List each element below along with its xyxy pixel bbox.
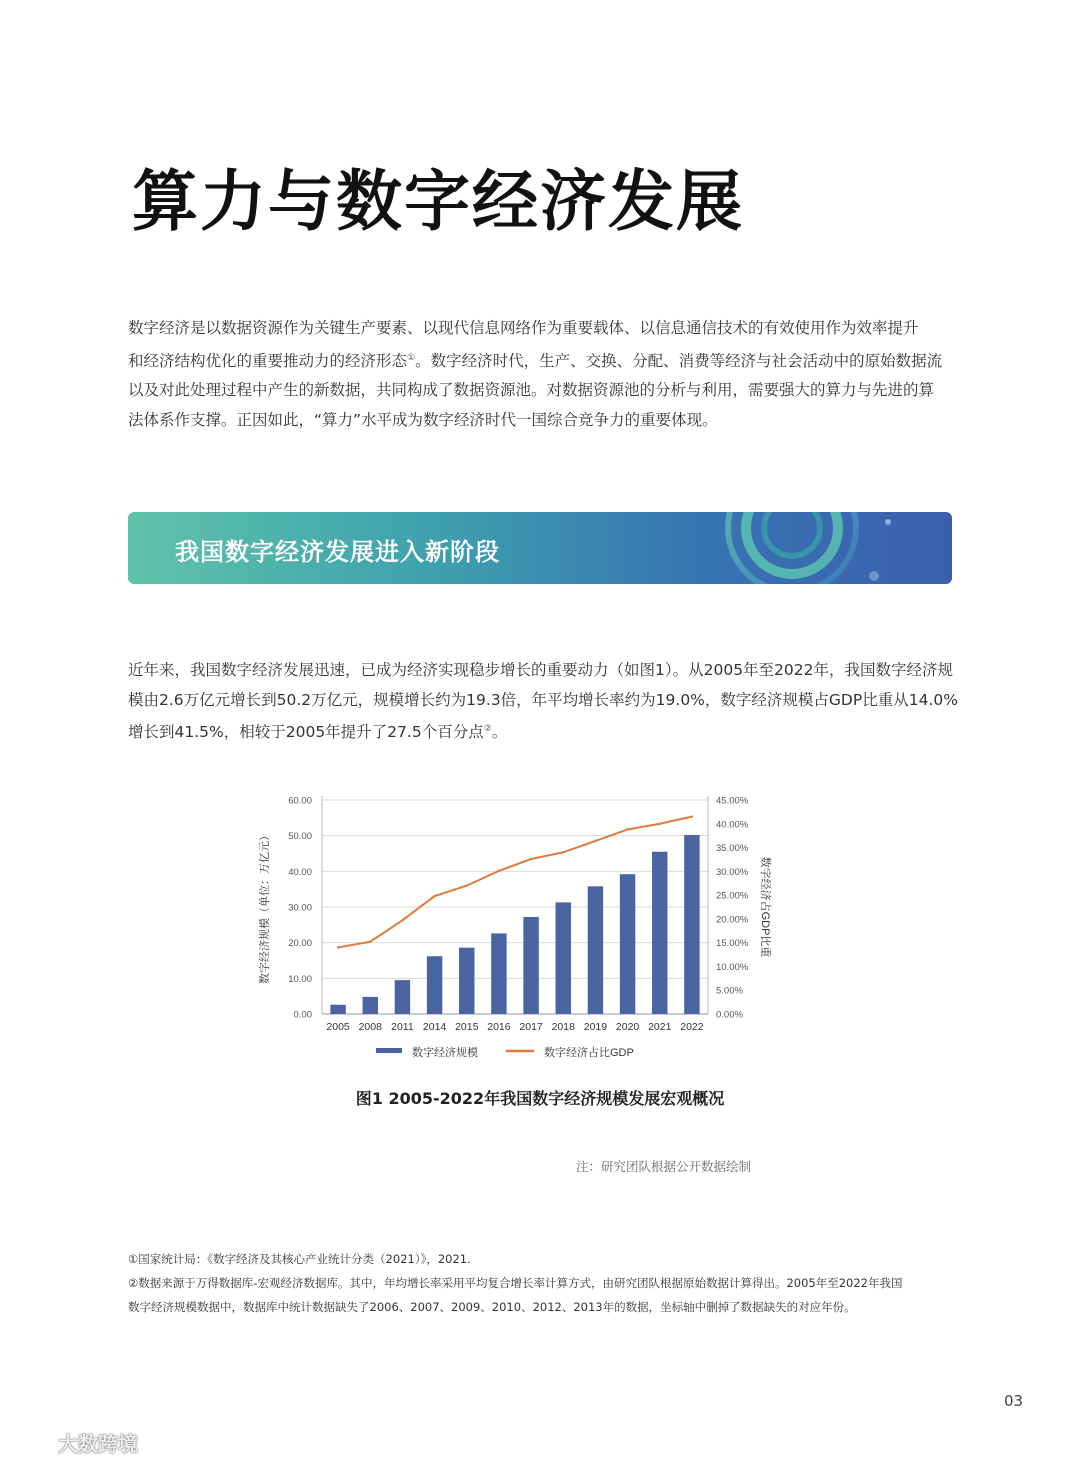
y2-tick-label: 35.00% bbox=[716, 843, 749, 855]
intro-paragraph bbox=[128, 314, 960, 435]
bar bbox=[684, 835, 699, 1014]
x-tick-label: 2005 bbox=[326, 1021, 350, 1033]
page-number: 03 bbox=[1004, 1392, 1024, 1410]
section-line: 模由2.6万亿元增长到50.2万亿元，规模增长约为19.3倍，年平均增长率约为19.0%，数字经济规模占GDP比重从14.0% bbox=[128, 690, 958, 709]
y-tick-label: 0.00 bbox=[293, 1009, 312, 1021]
bar bbox=[556, 902, 571, 1014]
bar bbox=[491, 933, 506, 1014]
y-tick-label: 50.00 bbox=[288, 831, 312, 843]
bar bbox=[523, 917, 538, 1014]
y2-tick-label: 10.00% bbox=[716, 961, 749, 973]
intro-line: 以及对此处理过程中产生的新数据，共同构成了数据资源池。对数据资源池的分析与利用，需要强大的算力与先进的算 bbox=[128, 381, 935, 400]
footnote-2: ②数据来源于万得数据库-宏观经济数据库。其中，年均增长率采用平均复合增长率计算方式，由研究团队根据原始数据计算得出。2005年至2022年我国 bbox=[128, 1276, 903, 1290]
footnotes bbox=[128, 1247, 968, 1319]
y2-tick-label: 0.00% bbox=[716, 1009, 743, 1021]
x-tick-label: 2022 bbox=[680, 1021, 704, 1033]
y2-axis-title: 数字经济占GDP比重 bbox=[759, 856, 771, 958]
sentence-end: 。 bbox=[491, 723, 508, 742]
bar bbox=[588, 886, 603, 1014]
x-tick-label: 2008 bbox=[358, 1021, 382, 1033]
section-heading: 我国数字经济发展进入新阶段 bbox=[175, 538, 500, 566]
x-tick-label: 2018 bbox=[551, 1021, 575, 1033]
line-point bbox=[562, 851, 564, 853]
bar bbox=[459, 948, 474, 1014]
y2-tick-label: 25.00% bbox=[716, 890, 749, 902]
x-tick-label: 2019 bbox=[583, 1021, 608, 1033]
intro-line bbox=[128, 344, 960, 377]
y-tick-label: 30.00 bbox=[288, 902, 312, 914]
y-tick-label: 40.00 bbox=[288, 866, 312, 878]
bar bbox=[620, 874, 635, 1014]
line-point bbox=[530, 858, 532, 860]
footnote-1: ①国家统计局：《数字经济及其核心产业统计分类（2021）》，2021. bbox=[128, 1252, 471, 1266]
line-point bbox=[659, 823, 661, 825]
x-tick-label: 2021 bbox=[648, 1021, 672, 1033]
line-point bbox=[433, 895, 435, 897]
x-tick-label: 2016 bbox=[487, 1021, 511, 1033]
y2-tick-label: 30.00% bbox=[716, 866, 749, 878]
bar bbox=[363, 997, 378, 1014]
y2-tick-label: 5.00% bbox=[716, 985, 743, 997]
section-paragraph bbox=[128, 656, 960, 748]
section-line bbox=[128, 715, 960, 748]
line-point bbox=[401, 919, 403, 921]
y-tick-label: 60.00 bbox=[288, 795, 312, 807]
chart-container bbox=[250, 778, 790, 1072]
section-banner bbox=[128, 512, 952, 584]
x-tick-label: 2011 bbox=[391, 1021, 414, 1033]
y2-tick-label: 20.00% bbox=[716, 914, 749, 926]
legend-swatch-bars bbox=[376, 1048, 402, 1053]
x-tick-label: 2020 bbox=[615, 1021, 640, 1033]
section-line: 近年来，我国数字经济发展迅速，已成为经济实现稳步增长的重要动力（如图1）。从2005年至2022年，我国数字经济规 bbox=[128, 661, 954, 679]
legend-label-line: 数字经济占比GDP bbox=[544, 1047, 634, 1059]
y-axis-title: 数字经济规模（单位：万亿元） bbox=[259, 830, 271, 984]
intro-text: 和经济结构优化的重要推动力的经济形态 bbox=[128, 351, 408, 370]
line-point bbox=[337, 946, 339, 948]
section-text: 增长到41.5%，相较于2005年提升了27.5个百分点 bbox=[128, 723, 484, 742]
watermark-logo-icon bbox=[8, 1430, 54, 1456]
legend-label-bars: 数字经济规模 bbox=[412, 1047, 478, 1059]
x-tick-label: 2015 bbox=[455, 1021, 479, 1033]
x-tick-label: 2017 bbox=[519, 1021, 543, 1033]
footnote-ref-2[interactable]: ② bbox=[483, 724, 492, 734]
banner-rings-decoration bbox=[652, 512, 952, 584]
intro-line: 法体系作支撑。正因如此，“算力”水平成为数字经济时代一国综合竞争力的重要体现。 bbox=[128, 410, 718, 429]
digital-economy-chart bbox=[250, 778, 790, 1068]
line-point bbox=[626, 828, 628, 830]
line-point bbox=[498, 870, 500, 872]
intro-text: 。数字经济时代，生产、交换、分配、消费等经济与社会活动中的原始数据流 bbox=[415, 351, 943, 370]
bar bbox=[427, 956, 442, 1014]
line-point bbox=[466, 884, 468, 886]
y2-tick-label: 45.00% bbox=[716, 795, 749, 807]
y2-tick-label: 15.00% bbox=[716, 938, 749, 950]
y2-tick-label: 40.00% bbox=[716, 819, 749, 831]
x-tick-label: 2014 bbox=[422, 1021, 447, 1033]
y-tick-label: 10.00 bbox=[288, 973, 312, 985]
watermark-text: 大数跨境 bbox=[58, 1432, 138, 1456]
bar bbox=[330, 1005, 345, 1014]
bar bbox=[395, 980, 410, 1014]
footnote-ref-1[interactable]: ① bbox=[407, 352, 416, 363]
line-point bbox=[369, 941, 371, 943]
y-tick-label: 20.00 bbox=[288, 938, 312, 950]
line-point bbox=[691, 815, 693, 817]
intro-line: 数字经济是以数据资源作为关键生产要素、以现代信息网络作为重要载体、以信息通信技术的有效使用作为效率提升 bbox=[128, 319, 919, 337]
page-title: 算力与数字经济发展 bbox=[132, 163, 744, 240]
bar bbox=[652, 852, 667, 1014]
gdp-share-line bbox=[338, 817, 692, 948]
footnote-2-cont: 数字经济规模数据中，数据库中统计数据缺失了2006、2007、2009、2010、2012、2013年的数据，坐标轴中删掉了数据缺失的对应年份。 bbox=[128, 1300, 856, 1314]
line-point bbox=[594, 840, 596, 842]
watermark bbox=[8, 1428, 138, 1457]
figure-caption: 图1 2005-2022年我国数字经济规模发展宏观概况 bbox=[355, 1089, 725, 1108]
figure-note: 注：研究团队根据公开数据绘制 bbox=[576, 1159, 752, 1174]
